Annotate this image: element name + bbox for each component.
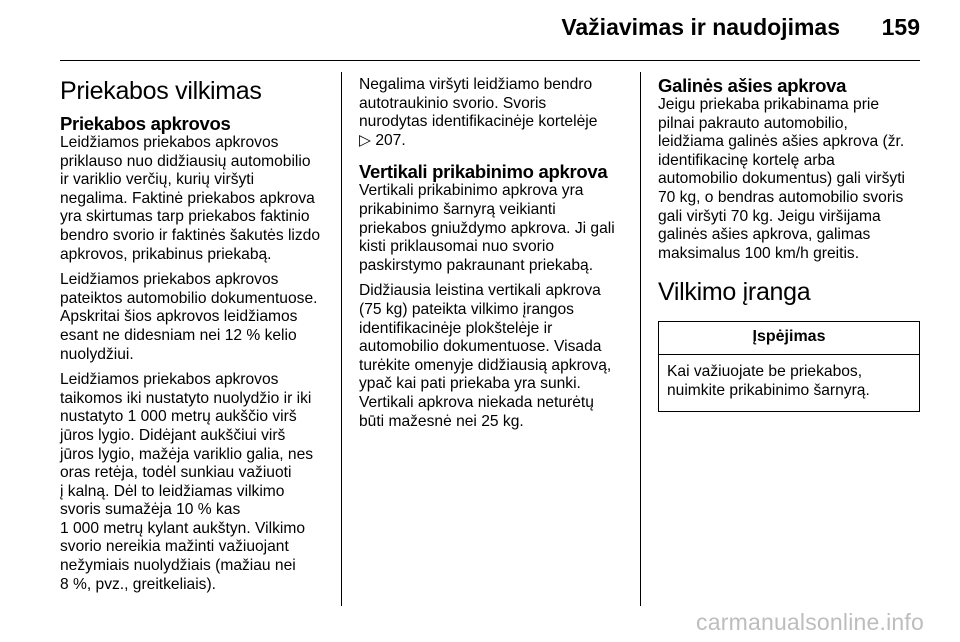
column-3 [658, 76, 923, 412]
column-1 [60, 76, 330, 601]
paragraph: Leidžiamos priekabos apkrovos pateiktos automobilio dokumentuose. Apskritai šios apkrovos leidžiamos esant ne didesniam nei 12 % kelio nuolydžiui. [60, 271, 318, 363]
warning-box [658, 321, 920, 411]
subsection-heading: Vertikali prikabinimo apkrova [359, 161, 608, 183]
page-number: 159 [881, 14, 920, 40]
section-heading: Priekabos vilkimas [60, 77, 262, 105]
column-divider-1 [341, 72, 342, 606]
watermark: carmanualsonline.info [696, 609, 924, 635]
paragraph: Leidžiamos priekabos apkrovos taikomos iki nustatyto nuolydžio ir iki nustatyto 1 000 metrų aukščio virš jūros lygio. Didėjant aukščiui virš jūros lygio, mažėja variklio galia, nes oras retėja, todėl sunkiau važiuoti į kalną. Dėl to leidžiamas vilkimo svoris sumažėja 10 % kas 1 000 metrų kylant aukštyn. Vilkimo svorio nereikia mažinti važiuojant nežymiais nuolydžiais (mažiau nei 8 %, pvz., greitkeliais). [60, 371, 314, 593]
paragraph: Jeigu priekaba prikabinama prie pilnai pakrauto automobilio, leidžiama galinės ašies apkrova (žr. identifikacinę kortelę arba automobilio dokumentus) gali viršyti 70 kg, o bendras automobilio svoris gali viršyti 70 kg. Jeigu viršijama galinės ašies apkrova, galimas maksimalus 100 km/h greitis. [658, 96, 906, 262]
header-divider [60, 60, 920, 61]
section-heading: Vilkimo įranga [658, 278, 811, 307]
paragraph: Leidžiamos priekabos apkrovos priklauso nuo didžiausių automobilio ir variklio verčių, kurių viršyti negalima. Faktinė priekabos apkrova yra skirtumas tarp priekabos faktinio bendro svorio ir faktinės šakutės lizdo apkrovos, prikabinus priekabą. [60, 134, 321, 263]
warning-title: Įspėjimas [659, 322, 919, 355]
subsection-heading: Galinės ašies apkrova [658, 75, 847, 96]
paragraph: Vertikali prikabinimo apkrova yra prikabinimo šarnyrą veikianti priekabos gniuždymo apkrova. Ji gali kisti priklausomai nuo svorio paskirstymo pakraunant priekabą. [359, 182, 615, 274]
paragraph: Didžiausia leistina vertikali apkrova (75 kg) pateikta vilkimo įrangos identifikacinėje plokštelėje ir automobilio dokumentuose. Visada turėkite omenyje didžiausią apkrovą, ypač kai pati priekaba yra sunki. Vertikali apkrova niekada neturėtų būti mažesnė nei 25 kg. [359, 282, 612, 430]
paragraph-with-page-reference: Negalima viršyti leidžiamo bendro autotraukinio svorio. Svoris nurodytas identifikacinėje kortelėje ▷ 207. [359, 76, 598, 149]
subsection-heading: Priekabos apkrovos [60, 113, 231, 134]
header-title: Važiavimas ir naudojimas [561, 14, 840, 40]
column-divider-2 [640, 72, 641, 606]
warning-text: Kai važiuojate be priekabos, nuimkite prikabinimo šarnyrą. [667, 363, 870, 399]
column-2 [359, 76, 629, 438]
